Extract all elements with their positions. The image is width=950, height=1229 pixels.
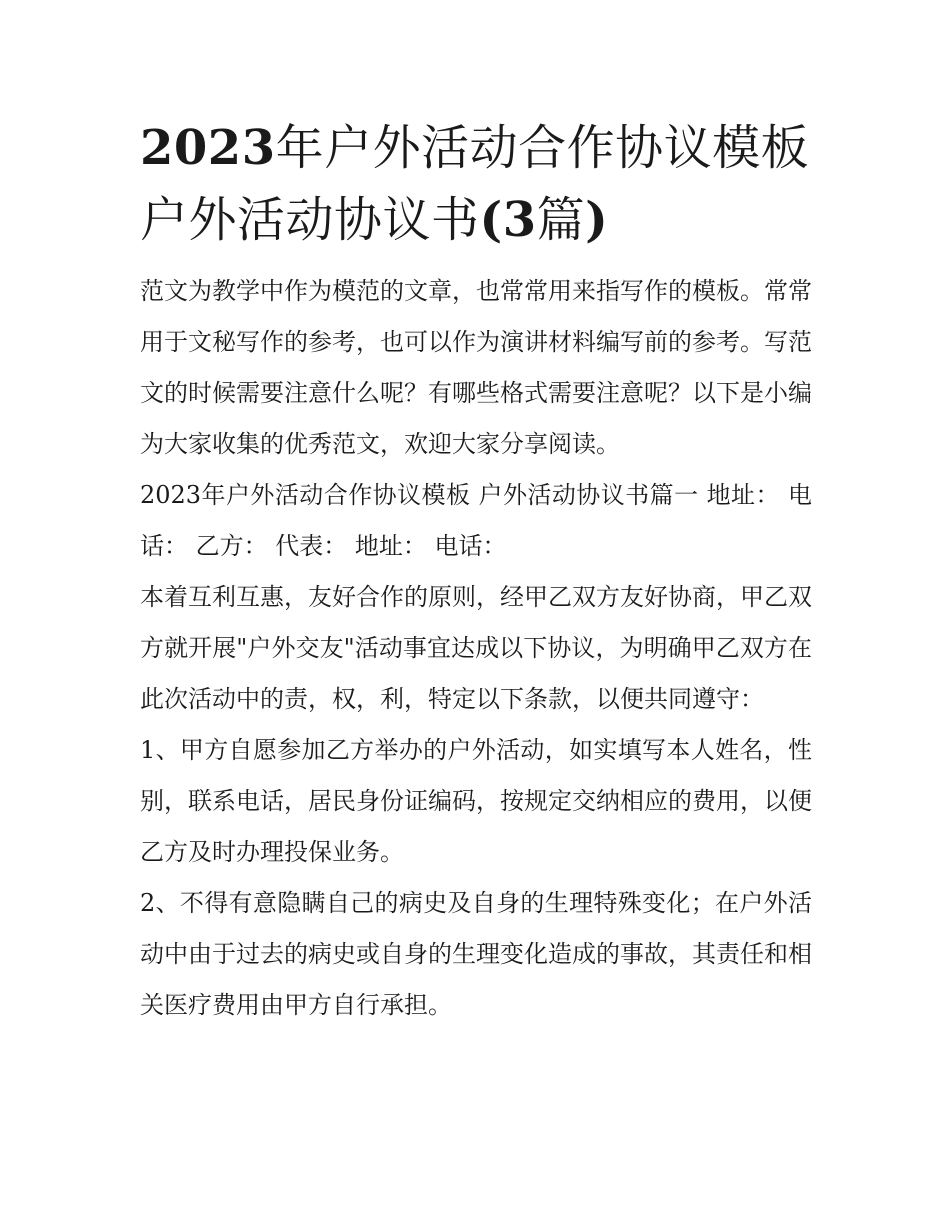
clause-2-paragraph: 2、不得有意隐瞒自己的病史及自身的生理特殊变化；在户外活动中由于过去的病史或自身的生理变化造成的事故，其责任和相关医疗费用由甲方自行承担。: [140, 889, 812, 1019]
preamble-paragraph: 本着互利互惠，友好合作的原则，经甲乙双方友好协商，甲乙双方就开展"户外交友"活动事宜达成以下协议，为明确甲乙双方在此次活动中的责，权，利，特定以下条款，以便共同遵守：: [140, 583, 812, 713]
document-title: [140, 112, 812, 256]
clause-1-paragraph: 1、甲方自愿参加乙方举办的户外活动，如实填写本人姓名，性别，联系电话，居民身份证编码，按规定交纳相应的费用，以便乙方及时办理投保业务。: [140, 736, 812, 866]
party-info-paragraph: 2023年户外活动合作协议模板 户外活动协议书篇一 地址： 电话： 乙方： 代表： 地址： 电话：: [140, 481, 812, 560]
title-year: 2023: [140, 120, 276, 176]
document-page: [140, 112, 812, 1031]
title-text-2: 篇: [536, 192, 586, 248]
document-body: [140, 266, 812, 1031]
title-count-close: ): [585, 192, 609, 248]
title-text-1: 年户外活动合作协议模板户外活动协议书: [140, 120, 810, 248]
title-count-open: (3: [479, 192, 537, 248]
intro-paragraph: 范文为教学中作为模范的文章，也常常用来指写作的模板。常常用于文秘写作的参考，也可以作为演讲材料编写前的参考。写范文的时候需要注意什么呢？有哪些格式需要注意呢？以下是小编为大家收集的优秀范文，欢迎大家分享阅读。: [140, 277, 812, 458]
